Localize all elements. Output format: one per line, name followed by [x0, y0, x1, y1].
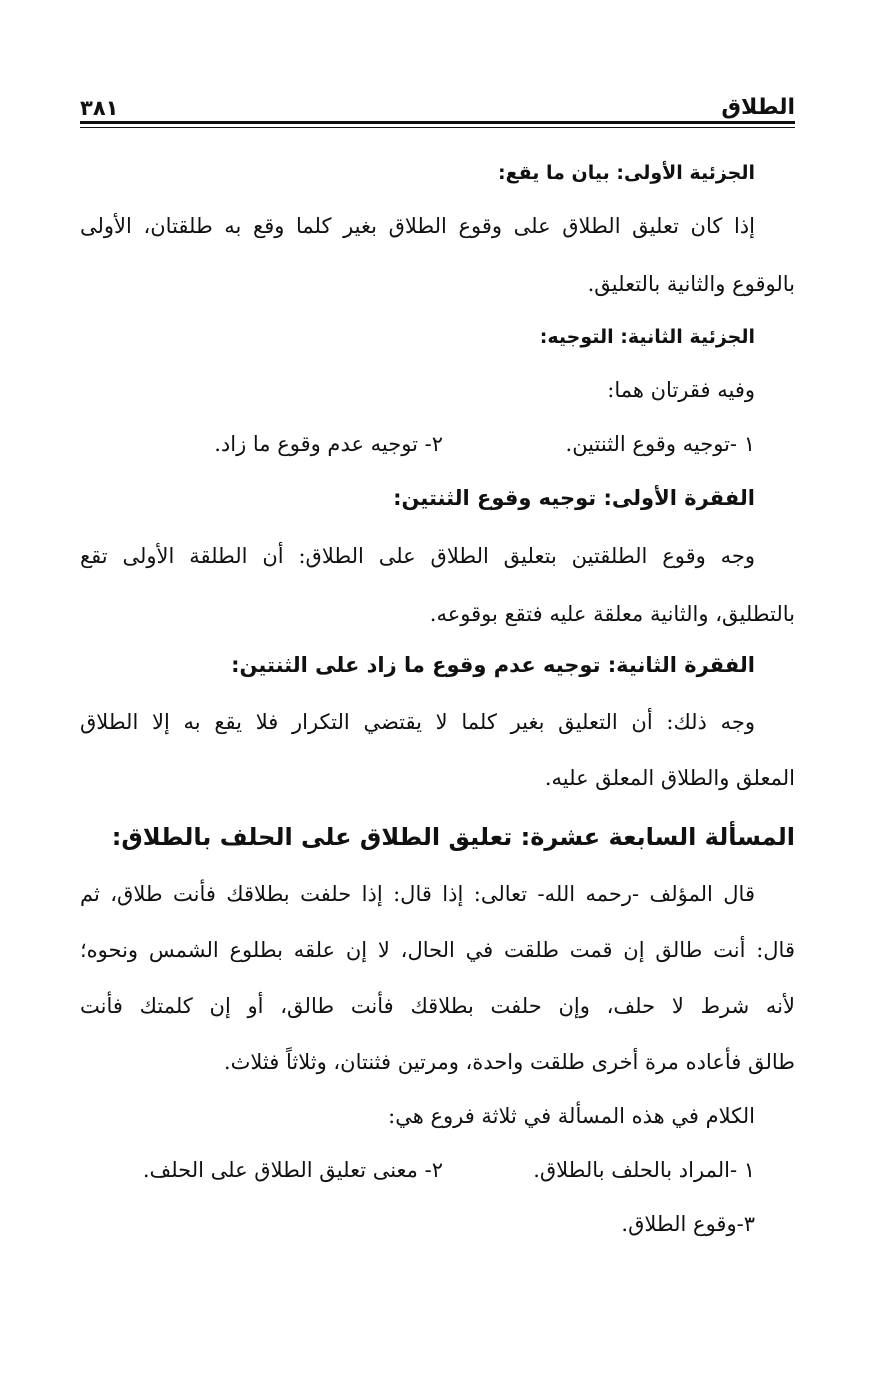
- list-row: [80, 432, 795, 457]
- subheading-part-two: الجزئية الثانية: التوجيه:: [539, 326, 755, 348]
- header-rule-thick: [80, 121, 795, 124]
- list-item: ٢- معنى تعليق الطلاق على الحلف.: [142, 1158, 443, 1182]
- paragraph-line: إذا كان تعليق الطلاق على وقوع الطلاق بغير كلما وقع به طلقتان، الأولى: [80, 214, 755, 238]
- header-rule-thin: [80, 127, 795, 128]
- paragraph-line: الكلام في هذه المسألة في ثلاثة فروع هي:: [388, 1104, 755, 1128]
- paragraph-one-heading: الفقرة الأولى: توجيه وقوع الثنتين:: [393, 486, 755, 510]
- list-row: [80, 1158, 795, 1183]
- list-item: ٣-وقوع الطلاق.: [621, 1212, 755, 1236]
- running-title: الطلاق: [721, 95, 795, 120]
- subheading-part-one: الجزئية الأولى: بيان ما يقع:: [498, 162, 755, 184]
- paragraph-line: قال المؤلف -رحمه الله- تعالى: إذا قال: إذا حلفت بطلاقك فأنت طلاق، ثم: [80, 882, 755, 906]
- paragraph-line: بالوقوع والثانية بالتعليق.: [587, 272, 795, 296]
- paragraph-line: وجه ذلك: أن التعليق بغير كلما لا يقتضي التكرار فلا يقع به إلا الطلاق: [80, 710, 755, 734]
- paragraph-line: قال: أنت طالق إن قمت طلقت في الحال، لا إن علقه بطلوع الشمس ونحوه؛: [80, 938, 795, 962]
- paragraph-line: لأنه شرط لا حلف، وإن حلفت بطلاقك فأنت طالق، أو إن كلمتك فأنت: [80, 994, 795, 1018]
- page-number: ٣٨١: [80, 96, 119, 120]
- running-header: [80, 84, 795, 120]
- paragraph-line: بالتطليق، والثانية معلقة عليه فتقع بوقوعه.: [429, 602, 795, 626]
- list-item: ١ -توجيه وقوع الثنتين.: [565, 432, 755, 456]
- section-heading: المسألة السابعة عشرة: تعليق الطلاق على الحلف بالطلاق:: [111, 823, 795, 851]
- list-item: ١ -المراد بالحلف بالطلاق.: [533, 1158, 755, 1182]
- paragraph-line: طالق فأعاده مرة أخرى طلقت واحدة، ومرتين فثنتان، وثلاثاً فثلاث.: [223, 1050, 795, 1074]
- paragraph-two-heading: الفقرة الثانية: توجيه عدم وقوع ما زاد على الثنتين:: [231, 653, 755, 677]
- paragraph-line: وجه وقوع الطلقتين بتعليق الطلاق على الطلاق: أن الطلقة الأولى تقع: [80, 544, 755, 568]
- paragraph-line: المعلق والطلاق المعلق عليه.: [544, 766, 795, 790]
- list-item: ٢- توجيه عدم وقوع ما زاد.: [214, 432, 443, 456]
- paragraph-line: وفيه فقرتان هما:: [607, 378, 755, 402]
